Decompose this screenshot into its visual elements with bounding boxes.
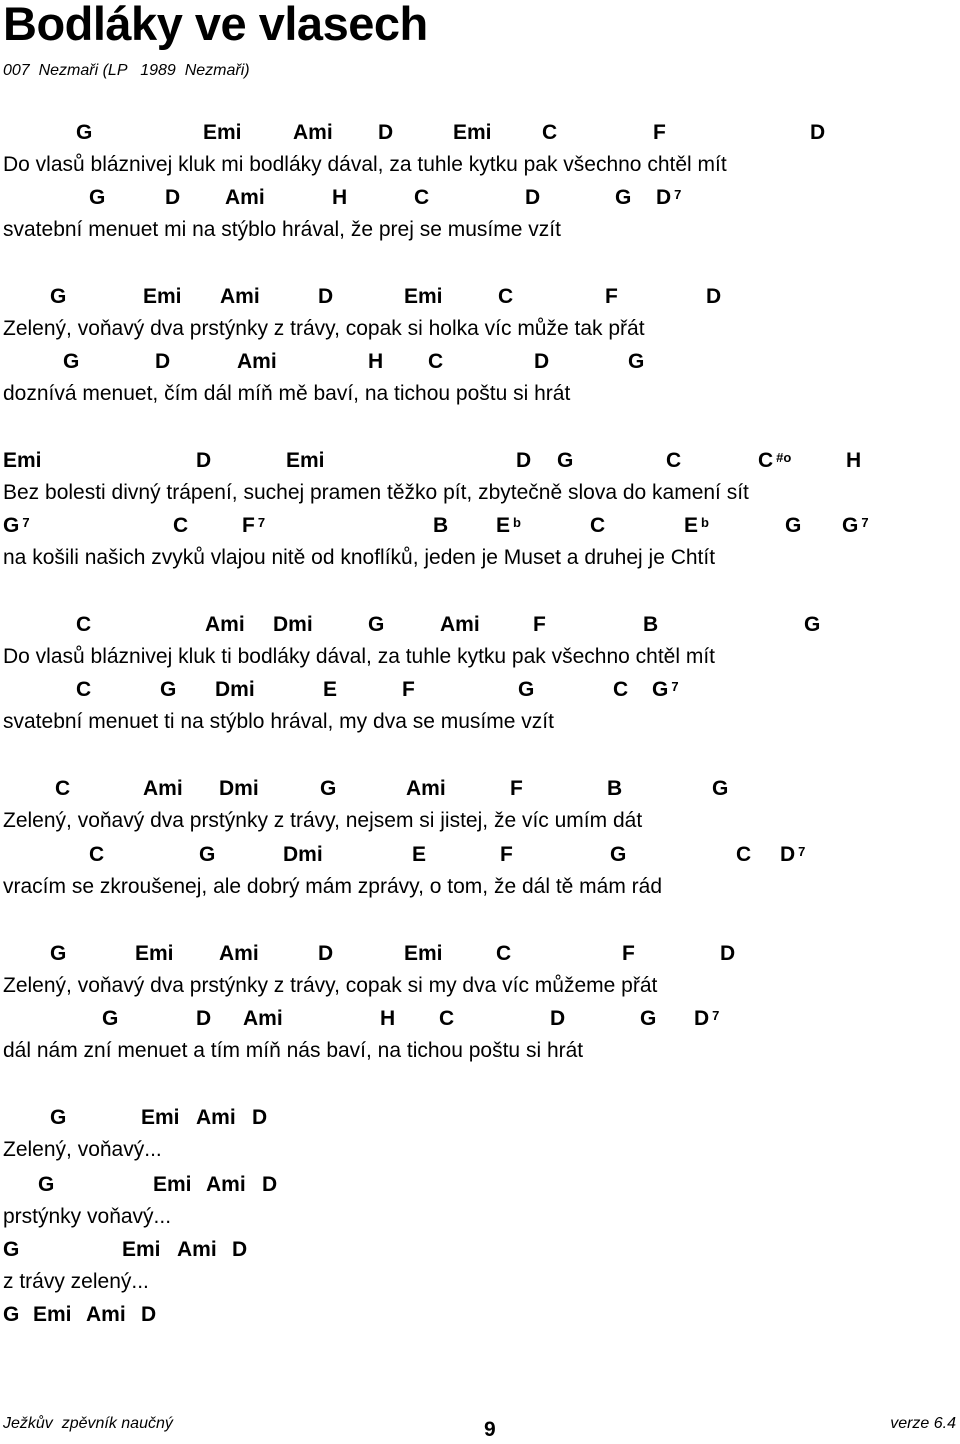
lyric-line: z trávy zelený... [3,1270,149,1293]
chord: H [380,1007,396,1030]
chord-modifier: 7 [798,844,806,859]
chord-modifier: 7 [257,515,266,530]
chord: F [622,942,635,965]
chord: F [653,121,666,144]
footer-page-number: 9 [484,1418,496,1441]
chord: Emi [453,121,492,144]
chord-line [0,1237,960,1267]
chord-line [0,1172,960,1202]
chord-line [0,1302,960,1332]
chord: Emi [153,1173,192,1196]
chord: C [613,678,629,701]
chord: G [628,350,645,373]
chord: D [196,449,212,472]
chord: E $^b$ [496,514,521,537]
chord: G [3,1303,20,1326]
chord: Dmi [215,678,255,701]
chord-line [0,1006,960,1036]
chord: G [50,1106,67,1129]
chord: C [666,449,682,472]
chord: E [412,843,427,866]
chord: G [160,678,177,701]
chord: G $^7$ [652,678,679,701]
chord: Dmi [283,843,323,866]
chord-line [0,677,960,707]
chord: Ami [143,777,183,800]
chord: D [232,1238,248,1261]
chord-modifier: b [513,515,521,530]
chord: Ami [219,942,259,965]
lyric-line: vracím se zkroušenej, ale dobrý mám zprávy, o tom, že dál tě mám rád [3,875,663,898]
chord-line [0,612,960,642]
lyric-line: Zelený, voňavý dva prstýnky z trávy, nejsem si jistej, že víc umím dát [3,809,643,832]
lyric-line: na košili našich zvyků vlajou nitě od knoflíků, jeden je Muset a druhej je Chtít [3,546,716,569]
chord: Emi [404,285,443,308]
chord: Ami [196,1106,236,1129]
chord-modifier: 7 [674,187,682,202]
lyric-line: svatební menuet mi na stýblo hrával, že prej se musíme vzít [3,218,561,241]
chord: Dmi [219,777,259,800]
chord: D [196,1007,212,1030]
chord: G [320,777,337,800]
chord: G [199,843,216,866]
chord-modifier: 7 [712,1008,720,1023]
chord: C [76,678,92,701]
chord: F [533,613,546,636]
lyric-line: Zelený, voňavý dva prstýnky z trávy, copak si holka víc může tak přát [3,317,645,340]
chord-modifier: 7 [861,515,869,530]
chord: D $^7$ [694,1007,720,1030]
chord: Ami [440,613,480,636]
chord: E [323,678,338,701]
chord: D [165,186,181,209]
chord: Emi [141,1106,180,1129]
chord: C [414,186,430,209]
chord: Ami [406,777,446,800]
chord: G [76,121,93,144]
footer-book-title: Ježkův zpěvník naučný [3,1415,173,1432]
chord: D $^7$ [656,186,682,209]
chord: D [550,1007,566,1030]
chord-modifier: 7 [22,515,30,530]
lyric-line: svatební menuet ti na stýblo hrával, my dva se musíme vzít [3,710,554,733]
lyric-line: Zelený, voňavý dva prstýnky z trávy, copak si my dva víc můžeme přát [3,974,658,997]
chord-line [0,513,960,543]
chord: G [610,843,627,866]
chord: Ami [225,186,265,209]
chord: G [804,613,821,636]
chord: G [102,1007,119,1030]
chord: D [810,121,826,144]
chord: C [428,350,444,373]
chord: G [50,285,67,308]
chord-line [0,1105,960,1135]
chord: B [433,514,449,537]
chord: Emi [404,942,443,965]
chord: H [846,449,862,472]
chord: Ami [293,121,333,144]
chord-line [0,284,960,314]
chord: C [498,285,514,308]
chord: G [368,613,385,636]
chord: D [318,285,334,308]
chord: C [542,121,558,144]
chord: G [38,1173,55,1196]
chord: F [500,843,513,866]
chord: F [510,777,523,800]
chord: G [3,1238,20,1261]
chord-line [0,185,960,215]
chord: C [496,942,512,965]
chord: C [76,613,92,636]
chord: G [63,350,80,373]
chord: D [525,186,541,209]
lyric-line: prstýnky voňavý... [3,1205,172,1228]
chord-line [0,349,960,379]
chord: D [720,942,736,965]
chord: E $^b$ [684,514,709,537]
chord: Ami [86,1303,126,1326]
chord: F [402,678,415,701]
chord: B [607,777,623,800]
chord: C [173,514,189,537]
chord: Emi [122,1238,161,1261]
chord: Emi [286,449,325,472]
chord: D [516,449,532,472]
chord: H [368,350,384,373]
chord: Ami [177,1238,217,1261]
chord-line [0,941,960,971]
chord: Ami [220,285,260,308]
lyric-line: Do vlasů bláznivej kluk mi bodláky dával, za tuhle kytku pak všechno chtěl mít [3,153,727,176]
chord: D [534,350,550,373]
chord: C [590,514,606,537]
chord: D [155,350,171,373]
chord: G [518,678,535,701]
chord: G $^7$ [3,514,30,537]
chord: G [640,1007,657,1030]
chord: G [712,777,729,800]
chord-line [0,448,960,478]
chord: G [89,186,106,209]
chord: C [736,843,752,866]
chord: D [262,1173,278,1196]
chord-modifier: 7 [671,679,679,694]
chord: C $^{\#o}$ [758,449,792,472]
chord: G [785,514,802,537]
chord-modifier: #o [776,450,792,465]
song-subtitle: 007 Nezmaři (LP 1989 Nezmaři) [3,62,250,79]
lyric-line: dál nám zní menuet a tím míň nás baví, na tichou poštu si hrát [3,1039,584,1062]
chord: G [557,449,574,472]
chord: Emi [203,121,242,144]
footer-version: verze 6.4 [890,1415,956,1432]
lyric-line: Zelený, voňavý... [3,1138,162,1161]
chord: D [252,1106,268,1129]
chord: B [643,613,659,636]
lyric-line: doznívá menuet, čím dál míň mě baví, na tichou poštu si hrát [3,382,571,405]
lyric-line: Bez bolesti divný trápení, suchej pramen těžko pít, zbytečně slova do kamení sít [3,481,749,504]
chord: C [89,843,105,866]
chord-line [0,120,960,150]
chord: D $^7$ [780,843,806,866]
chord-line [0,842,960,872]
chord: Ami [206,1173,246,1196]
chord: Ami [205,613,245,636]
chord: C [439,1007,455,1030]
lyric-line: Do vlasů bláznivej kluk ti bodláky dával, za tuhle kytku pak všechno chtěl mít [3,645,716,668]
chord: Emi [33,1303,72,1326]
chord-modifier: b [701,515,709,530]
chord: D [706,285,722,308]
chord: G $^7$ [842,514,869,537]
chord: Emi [3,449,42,472]
chord-line [0,776,960,806]
chord: G [615,186,632,209]
chord: Dmi [273,613,313,636]
chord: Ami [243,1007,283,1030]
chord: F [605,285,618,308]
chord: H [332,186,348,209]
chord: D [141,1303,157,1326]
chord: D [378,121,394,144]
chord: Emi [143,285,182,308]
chord: D [318,942,334,965]
chord: Emi [135,942,174,965]
chord: C [55,777,71,800]
chord: F $^7$ [242,514,266,537]
chord: Ami [237,350,277,373]
song-title: Bodláky ve vlasech [3,0,428,50]
chord: G [50,942,67,965]
